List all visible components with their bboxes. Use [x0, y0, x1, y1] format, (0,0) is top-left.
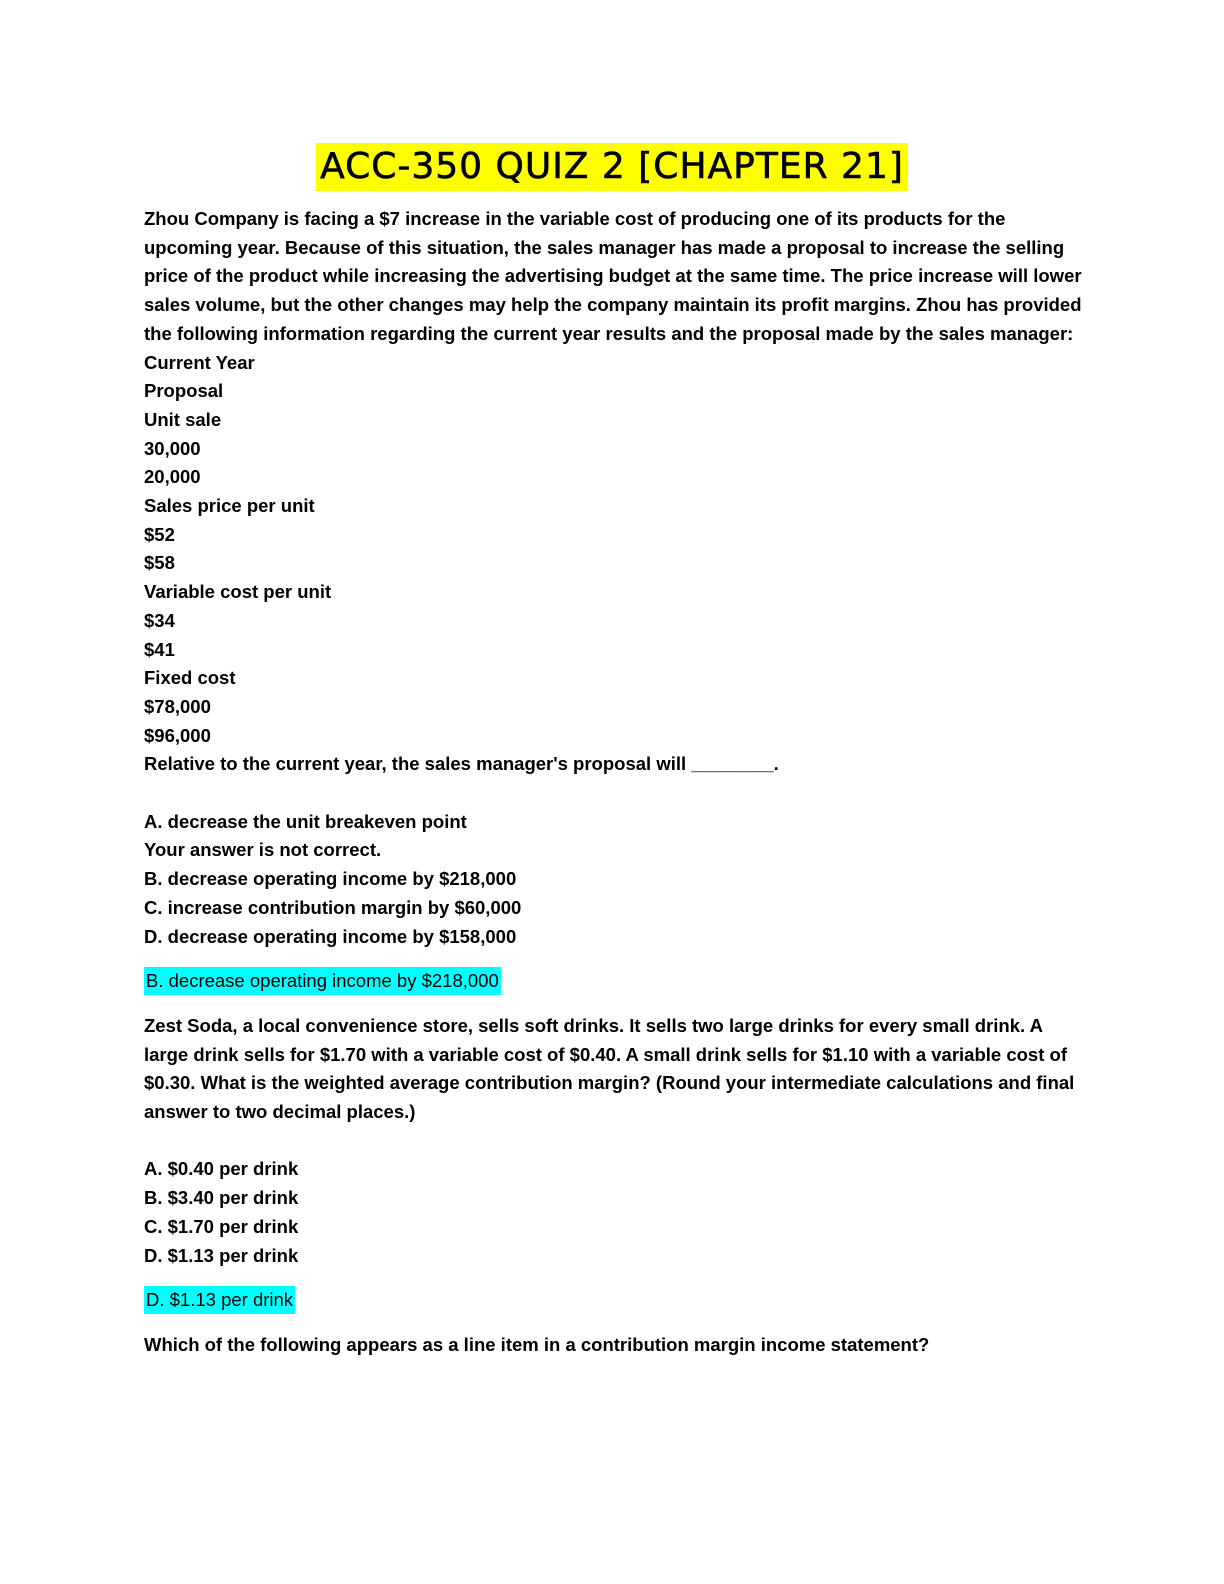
spacer [144, 1127, 1084, 1156]
q1-table-line: Variable cost per unit [144, 581, 332, 603]
q1-table-line: Current Year [144, 351, 255, 373]
q1-table-line: $96,000 [144, 724, 211, 746]
q2-prompt: Zest Soda, a local convenience store, sells soft drinks. It sells two large drinks for every small drink. A large drink sells for $1.70 with a variable cost of $0.40. A small drink sells for $1.10 with a variable cost of $0.30. What is the weighted average contribution margin? (Round your intermediate calculations and final answer to two decimal places.) [144, 1014, 1075, 1123]
q1-option-c: C. increase contribution margin by $60,000 [144, 896, 522, 918]
document-body [144, 205, 1084, 1360]
q3-prompt: Which of the following appears as a line item in a contribution margin income statement? [144, 1333, 930, 1355]
q1-table-line: $58 [144, 552, 175, 574]
q1-table-line: $34 [144, 609, 175, 631]
q2-option-d: D. $1.13 per drink [144, 1244, 299, 1266]
q1-answer-block [144, 967, 1084, 996]
q1-table-line: 20,000 [144, 466, 201, 488]
q1-table-line: Unit sale [144, 408, 222, 430]
q1-table-line: Sales price per unit [144, 495, 315, 517]
q1-option-b: B. decrease operating income by $218,000 [144, 868, 517, 890]
q1-table-line: $41 [144, 638, 175, 660]
q2-option-a: A. $0.40 per drink [144, 1158, 299, 1180]
q1-option-a: A. decrease the unit breakeven point [144, 810, 467, 832]
q1-table-line: $52 [144, 523, 175, 545]
q1-table-line: 30,000 [144, 437, 201, 459]
q2-option-c: C. $1.70 per drink [144, 1215, 299, 1237]
q1-table-line: $78,000 [144, 695, 211, 717]
title-wrap [0, 143, 1224, 191]
q2-option-b: B. $3.40 per drink [144, 1187, 299, 1209]
q1-option-d: D. decrease operating income by $158,000 [144, 925, 517, 947]
q1-answer: B. decrease operating income by $218,000 [144, 967, 501, 995]
q1-table-line: Proposal [144, 380, 224, 402]
q2-answer: D. $1.13 per drink [144, 1286, 295, 1314]
q2-answer-block [144, 1286, 1084, 1315]
spacer [144, 779, 1084, 808]
q1-feedback: Your answer is not correct. [144, 839, 382, 861]
page-title: ACC-350 QUIZ 2 [CHAPTER 21] [316, 143, 908, 191]
q1-table-line: Fixed cost [144, 667, 236, 689]
q1-prompt: Zhou Company is facing a $7 increase in the variable cost of producing one of its products for the upcoming year. Because of this situation, the sales manager has made a proposal to increase the selling price of the product while increasing the advertising budget at the same time. The price increase will lower sales volume, but the other changes may help the company maintain its profit margins. Zhou has provided the following information regarding the current year results and the proposal made by the sales manager: [144, 208, 1082, 344]
q1-stem: Relative to the current year, the sales manager's proposal will ________. [144, 753, 779, 775]
